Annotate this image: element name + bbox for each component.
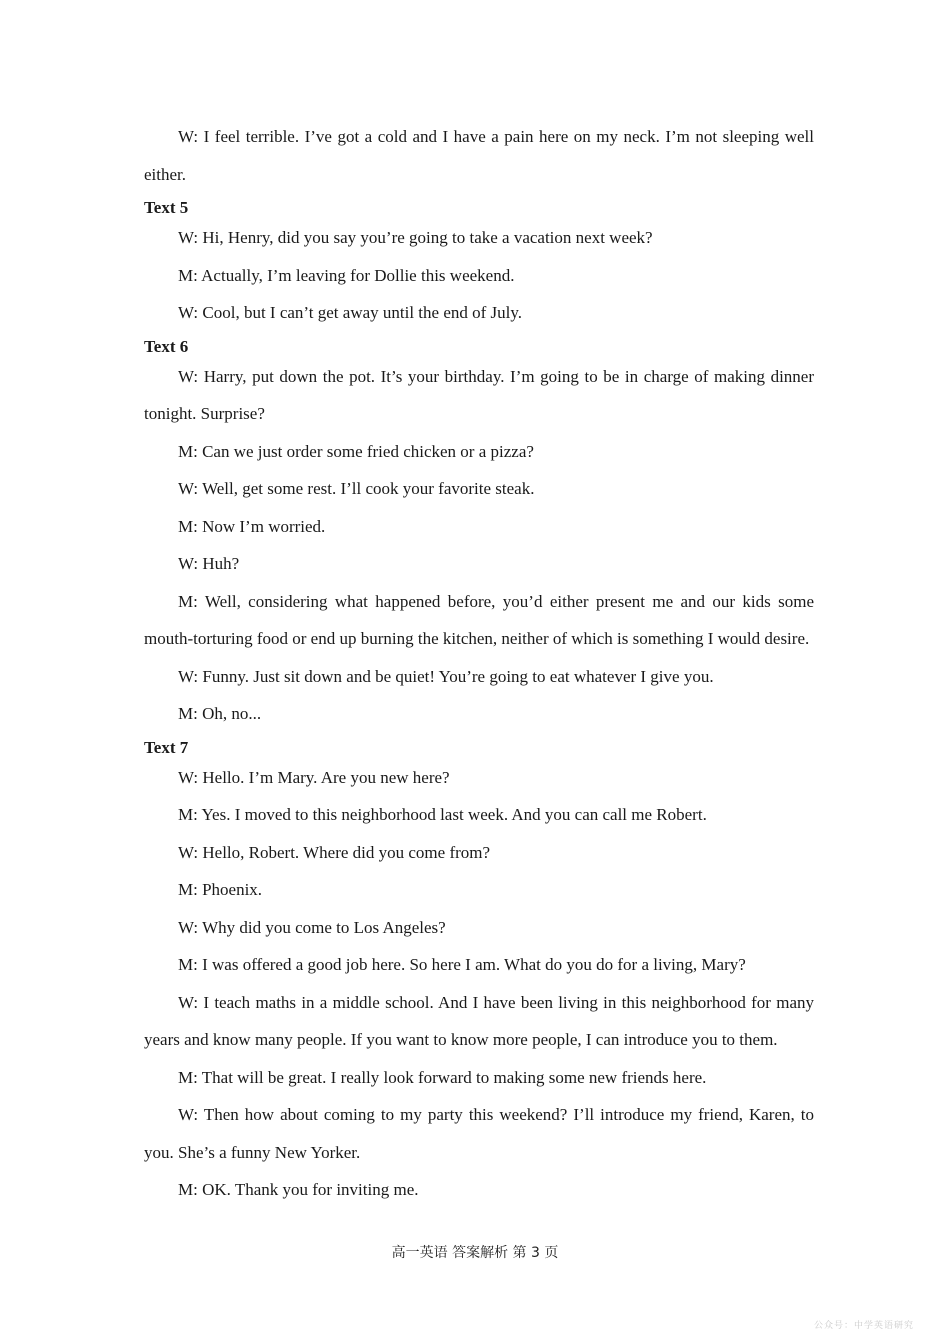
section-heading: Text 5 xyxy=(144,198,189,217)
dialogue-line: W: I feel terrible. I’ve got a cold and I have a pain here on my neck. I’m not sleeping well either. xyxy=(144,127,814,184)
text-6-section xyxy=(144,336,814,733)
text-7-section xyxy=(144,737,814,1209)
dialogue-line: M: Phoenix. xyxy=(178,880,263,899)
dialogue-line: M: Yes. I moved to this neighborhood last week. And you can call me Robert. xyxy=(178,805,707,824)
dialogue-line: M: Well, considering what happened before, you’d either present me and our kids some mouth-torturing food or end up burning the kitchen, neither of which is something I would desire. xyxy=(144,591,814,648)
dialogue-line: M: Actually, I’m leaving for Dollie this weekend. xyxy=(178,265,515,285)
watermark-text: 公众号：中学英语研究 xyxy=(813,1321,914,1331)
dialogue-line: W: Hello. I’m Mary. Are you new here? xyxy=(178,767,450,787)
page-footer: 高一英语 答案解析 第 3 页 xyxy=(391,1245,559,1261)
text-5-section xyxy=(144,197,814,332)
dialogue-line: W: Huh? xyxy=(178,554,240,573)
dialogue-line: M: OK. Thank you for inviting me. xyxy=(178,1180,419,1199)
dialogue-line: W: Why did you come to Los Angeles? xyxy=(178,917,446,937)
dialogue-line: W: Funny. Just sit down and be quiet! You’re going to eat whatever I give you. xyxy=(178,666,714,686)
section-heading: Text 6 xyxy=(144,336,189,356)
dialogue-line: W: Well, get some rest. I’ll cook your favorite steak. xyxy=(178,479,535,498)
dialogue-line: W: I teach maths in a middle school. And I have been living in this neighborhood for many years and know many people. If you want to know more people, I can introduce you to them. xyxy=(144,992,814,1049)
transcript-content xyxy=(144,118,814,1209)
dialogue-line: M: I was offered a good job here. So here I am. What do you do for a living, Mary? xyxy=(178,955,746,974)
dialogue-line: M: That will be great. I really look forward to making some new friends here. xyxy=(178,1067,707,1087)
dialogue-line: W: Hi, Henry, did you say you’re going to take a vacation next week? xyxy=(178,228,653,247)
dialogue-line: M: Oh, no... xyxy=(178,704,262,723)
dialogue-line: W: Harry, put down the pot. It’s your birthday. I’m going to be in charge of making dinner tonight. Surprise? xyxy=(144,366,814,423)
section-heading: Text 7 xyxy=(144,737,189,757)
dialogue-line: W: Cool, but I can’t get away until the end of July. xyxy=(178,303,523,322)
dialogue-line: M: Can we just order some fried chicken or a pizza? xyxy=(178,441,534,461)
dialogue-line: M: Now I’m worried. xyxy=(178,516,326,536)
dialogue-line: W: Then how about coming to my party this weekend? I’ll introduce my friend, Karen, to you. She’s a funny New Yorker. xyxy=(144,1105,814,1162)
dialogue-line: W: Hello, Robert. Where did you come from? xyxy=(178,842,491,862)
